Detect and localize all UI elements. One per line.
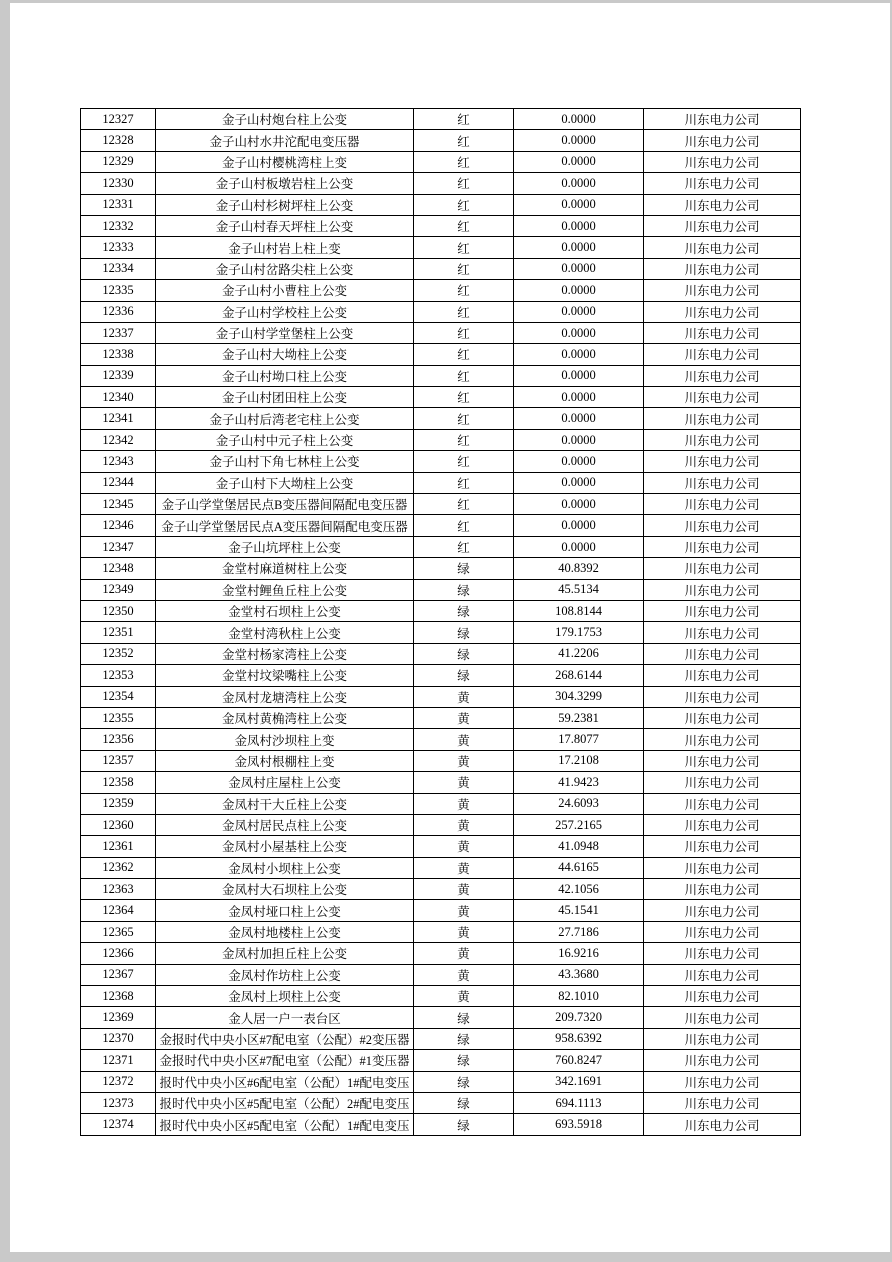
table-row (81, 429, 801, 450)
cell-name: 金凤村上坝柱上公变 (156, 986, 414, 1007)
cell-name: 金子山村板墩岩柱上公变 (156, 173, 414, 194)
cell-company: 川东电力公司 (644, 1114, 801, 1135)
cell-id: 12357 (81, 750, 156, 771)
cell-value: 45.5134 (514, 579, 644, 600)
cell-value: 17.8077 (514, 729, 644, 750)
cell-company: 川东电力公司 (644, 151, 801, 172)
cell-name: 金凤村庄屋柱上公变 (156, 772, 414, 793)
cell-status: 绿 (414, 622, 514, 643)
cell-name: 金报时代中央小区#7配电室（公配）#2变压器 (156, 1028, 414, 1049)
table-row (81, 280, 801, 301)
cell-name: 金子山村樱桃湾柱上变 (156, 151, 414, 172)
cell-value: 257.2165 (514, 814, 644, 835)
cell-company: 川东电力公司 (644, 322, 801, 343)
cell-status: 黄 (414, 986, 514, 1007)
cell-id: 12353 (81, 665, 156, 686)
table-row (81, 686, 801, 707)
cell-company: 川东电力公司 (644, 665, 801, 686)
table-row (81, 301, 801, 322)
cell-value: 0.0000 (514, 472, 644, 493)
cell-status: 黄 (414, 793, 514, 814)
cell-value: 0.0000 (514, 258, 644, 279)
cell-company: 川东电力公司 (644, 579, 801, 600)
cell-value: 27.7186 (514, 921, 644, 942)
table-row (81, 215, 801, 236)
table-row (81, 1114, 801, 1135)
cell-value: 41.2206 (514, 643, 644, 664)
cell-status: 红 (414, 301, 514, 322)
cell-id: 12361 (81, 836, 156, 857)
cell-value: 0.0000 (514, 408, 644, 429)
cell-id: 12342 (81, 429, 156, 450)
cell-status: 绿 (414, 558, 514, 579)
document-page (10, 3, 890, 1252)
cell-company: 川东电力公司 (644, 686, 801, 707)
cell-name: 金堂村石坝柱上公变 (156, 600, 414, 621)
cell-value: 958.6392 (514, 1028, 644, 1049)
cell-status: 红 (414, 109, 514, 130)
cell-name: 金堂村杨家湾柱上公变 (156, 643, 414, 664)
table-row (81, 1050, 801, 1071)
cell-id: 12359 (81, 793, 156, 814)
cell-name: 金堂村麻道树柱上公变 (156, 558, 414, 579)
cell-status: 黄 (414, 857, 514, 878)
cell-name: 金子山村岔路尖柱上公变 (156, 258, 414, 279)
cell-id: 12368 (81, 986, 156, 1007)
cell-status: 红 (414, 494, 514, 515)
cell-company: 川东电力公司 (644, 536, 801, 557)
cell-name: 金子山村杉树坪柱上公变 (156, 194, 414, 215)
cell-status: 黄 (414, 750, 514, 771)
cell-company: 川东电力公司 (644, 1071, 801, 1092)
table-row (81, 1007, 801, 1028)
cell-status: 黄 (414, 772, 514, 793)
cell-id: 12344 (81, 472, 156, 493)
cell-id: 12330 (81, 173, 156, 194)
cell-value: 0.0000 (514, 130, 644, 151)
cell-status: 绿 (414, 1007, 514, 1028)
table-row (81, 387, 801, 408)
cell-name: 金凤村加担丘柱上公变 (156, 943, 414, 964)
cell-status: 红 (414, 515, 514, 536)
cell-value: 0.0000 (514, 280, 644, 301)
cell-name: 金子山村岩上柱上变 (156, 237, 414, 258)
cell-status: 红 (414, 194, 514, 215)
cell-name: 金子山村学校柱上公变 (156, 301, 414, 322)
cell-id: 12331 (81, 194, 156, 215)
cell-name: 金凤村居民点柱上公变 (156, 814, 414, 835)
cell-status: 红 (414, 215, 514, 236)
table-row (81, 451, 801, 472)
table-row (81, 729, 801, 750)
cell-name: 金报时代中央小区#7配电室（公配）#1变压器 (156, 1050, 414, 1071)
cell-name: 金凤村小坝柱上公变 (156, 857, 414, 878)
cell-id: 12354 (81, 686, 156, 707)
table-row (81, 964, 801, 985)
cell-company: 川东电力公司 (644, 472, 801, 493)
cell-status: 黄 (414, 921, 514, 942)
cell-status: 红 (414, 237, 514, 258)
cell-name: 金堂村湾秋柱上公变 (156, 622, 414, 643)
cell-value: 694.1113 (514, 1092, 644, 1113)
table-row (81, 707, 801, 728)
cell-company: 川东电力公司 (644, 729, 801, 750)
cell-company: 川东电力公司 (644, 622, 801, 643)
table-row (81, 1028, 801, 1049)
table-row (81, 1092, 801, 1113)
cell-status: 红 (414, 258, 514, 279)
cell-id: 12338 (81, 344, 156, 365)
cell-value: 40.8392 (514, 558, 644, 579)
table-row (81, 109, 801, 130)
cell-id: 12329 (81, 151, 156, 172)
cell-name: 金堂村鲤鱼丘柱上公变 (156, 579, 414, 600)
cell-id: 12332 (81, 215, 156, 236)
cell-id: 12358 (81, 772, 156, 793)
cell-name: 金凤村垭口柱上公变 (156, 900, 414, 921)
cell-id: 12350 (81, 600, 156, 621)
table-row (81, 237, 801, 258)
cell-value: 179.1753 (514, 622, 644, 643)
cell-name: 金凤村大石坝柱上公变 (156, 879, 414, 900)
cell-id: 12360 (81, 814, 156, 835)
table-row (81, 772, 801, 793)
cell-value: 16.9216 (514, 943, 644, 964)
cell-value: 59.2381 (514, 707, 644, 728)
cell-status: 绿 (414, 643, 514, 664)
cell-id: 12340 (81, 387, 156, 408)
cell-company: 川东电力公司 (644, 365, 801, 386)
cell-status: 红 (414, 365, 514, 386)
cell-company: 川东电力公司 (644, 558, 801, 579)
cell-name: 金凤村地楼柱上公变 (156, 921, 414, 942)
table-row (81, 151, 801, 172)
cell-company: 川东电力公司 (644, 451, 801, 472)
cell-id: 12345 (81, 494, 156, 515)
cell-value: 0.0000 (514, 215, 644, 236)
cell-status: 黄 (414, 879, 514, 900)
table-row (81, 344, 801, 365)
cell-status: 红 (414, 151, 514, 172)
cell-status: 黄 (414, 729, 514, 750)
table-row (81, 194, 801, 215)
cell-company: 川东电力公司 (644, 1050, 801, 1071)
table-row (81, 1071, 801, 1092)
cell-company: 川东电力公司 (644, 986, 801, 1007)
cell-id: 12334 (81, 258, 156, 279)
cell-name: 金子山村小曹柱上公变 (156, 280, 414, 301)
cell-name: 金凤村作坊柱上公变 (156, 964, 414, 985)
cell-status: 黄 (414, 900, 514, 921)
cell-name: 金子山村学堂堡柱上公变 (156, 322, 414, 343)
cell-status: 红 (414, 322, 514, 343)
table-row (81, 536, 801, 557)
cell-id: 12348 (81, 558, 156, 579)
cell-status: 红 (414, 130, 514, 151)
cell-id: 12333 (81, 237, 156, 258)
cell-name: 金子山学堂堡居民点A变压器间隔配电变压器 (156, 515, 414, 536)
table-row (81, 879, 801, 900)
cell-name: 金子山村春天坪柱上公变 (156, 215, 414, 236)
transformer-table (80, 108, 801, 1136)
cell-status: 绿 (414, 1028, 514, 1049)
cell-status: 红 (414, 408, 514, 429)
cell-company: 川东电力公司 (644, 301, 801, 322)
cell-value: 43.3680 (514, 964, 644, 985)
cell-value: 304.3299 (514, 686, 644, 707)
cell-value: 42.1056 (514, 879, 644, 900)
cell-company: 川东电力公司 (644, 793, 801, 814)
cell-value: 0.0000 (514, 536, 644, 557)
table-row (81, 921, 801, 942)
cell-value: 0.0000 (514, 515, 644, 536)
cell-company: 川东电力公司 (644, 1028, 801, 1049)
cell-value: 17.2108 (514, 750, 644, 771)
table-row (81, 365, 801, 386)
cell-status: 绿 (414, 1114, 514, 1135)
cell-value: 0.0000 (514, 194, 644, 215)
cell-id: 12365 (81, 921, 156, 942)
cell-value: 44.6165 (514, 857, 644, 878)
cell-id: 12337 (81, 322, 156, 343)
cell-name: 金堂村坟梁嘴柱上公变 (156, 665, 414, 686)
cell-name: 金凤村黄桷湾柱上公变 (156, 707, 414, 728)
cell-company: 川东电力公司 (644, 194, 801, 215)
cell-company: 川东电力公司 (644, 429, 801, 450)
cell-value: 0.0000 (514, 494, 644, 515)
cell-company: 川东电力公司 (644, 387, 801, 408)
cell-status: 绿 (414, 1092, 514, 1113)
cell-name: 金子山村后湾老宅柱上公变 (156, 408, 414, 429)
cell-company: 川东电力公司 (644, 130, 801, 151)
cell-company: 川东电力公司 (644, 943, 801, 964)
cell-status: 绿 (414, 600, 514, 621)
cell-name: 报时代中央小区#6配电室（公配）1#配电变压 (156, 1071, 414, 1092)
cell-id: 12369 (81, 1007, 156, 1028)
cell-name: 金子山村下大坳柱上公变 (156, 472, 414, 493)
cell-name: 金子山村水井沱配电变压器 (156, 130, 414, 151)
table-row (81, 622, 801, 643)
cell-status: 黄 (414, 943, 514, 964)
cell-value: 268.6144 (514, 665, 644, 686)
table-row (81, 322, 801, 343)
cell-company: 川东电力公司 (644, 494, 801, 515)
table-row (81, 836, 801, 857)
cell-value: 0.0000 (514, 109, 644, 130)
cell-status: 绿 (414, 1071, 514, 1092)
cell-value: 0.0000 (514, 429, 644, 450)
table-row (81, 515, 801, 536)
table-row (81, 173, 801, 194)
cell-company: 川东电力公司 (644, 173, 801, 194)
table-row (81, 857, 801, 878)
cell-status: 绿 (414, 1050, 514, 1071)
cell-company: 川东电力公司 (644, 900, 801, 921)
cell-company: 川东电力公司 (644, 1092, 801, 1113)
cell-name: 金子山村下角七林柱上公变 (156, 451, 414, 472)
cell-id: 12352 (81, 643, 156, 664)
cell-name: 金人居一户一表台区 (156, 1007, 414, 1028)
cell-company: 川东电力公司 (644, 258, 801, 279)
cell-id: 12370 (81, 1028, 156, 1049)
cell-name: 报时代中央小区#5配电室（公配）2#配电变压 (156, 1092, 414, 1113)
cell-id: 12351 (81, 622, 156, 643)
cell-id: 12373 (81, 1092, 156, 1113)
cell-value: 342.1691 (514, 1071, 644, 1092)
cell-id: 12366 (81, 943, 156, 964)
cell-status: 红 (414, 173, 514, 194)
cell-status: 绿 (414, 579, 514, 600)
cell-name: 报时代中央小区#5配电室（公配）1#配电变压 (156, 1114, 414, 1135)
cell-company: 川东电力公司 (644, 964, 801, 985)
cell-name: 金凤村小屋基柱上公变 (156, 836, 414, 857)
cell-status: 黄 (414, 964, 514, 985)
cell-name: 金子山学堂堡居民点B变压器间隔配电变压器 (156, 494, 414, 515)
cell-company: 川东电力公司 (644, 237, 801, 258)
cell-company: 川东电力公司 (644, 772, 801, 793)
cell-value: 0.0000 (514, 237, 644, 258)
cell-company: 川东电力公司 (644, 879, 801, 900)
table-row (81, 130, 801, 151)
cell-id: 12335 (81, 280, 156, 301)
cell-value: 0.0000 (514, 344, 644, 365)
cell-id: 12363 (81, 879, 156, 900)
cell-value: 0.0000 (514, 451, 644, 472)
cell-status: 黄 (414, 814, 514, 835)
table-row (81, 408, 801, 429)
cell-id: 12364 (81, 900, 156, 921)
table-row (81, 643, 801, 664)
cell-status: 红 (414, 387, 514, 408)
cell-company: 川东电力公司 (644, 921, 801, 942)
cell-name: 金凤村干大丘柱上公变 (156, 793, 414, 814)
table-row (81, 472, 801, 493)
table-row (81, 579, 801, 600)
cell-company: 川东电力公司 (644, 280, 801, 301)
cell-company: 川东电力公司 (644, 814, 801, 835)
cell-name: 金凤村根棚柱上变 (156, 750, 414, 771)
cell-value: 0.0000 (514, 173, 644, 194)
table-row (81, 494, 801, 515)
table-row (81, 750, 801, 771)
cell-name: 金子山坑坪柱上公变 (156, 536, 414, 557)
cell-id: 12356 (81, 729, 156, 750)
cell-value: 209.7320 (514, 1007, 644, 1028)
cell-value: 0.0000 (514, 301, 644, 322)
cell-status: 红 (414, 429, 514, 450)
cell-value: 108.8144 (514, 600, 644, 621)
table-row (81, 600, 801, 621)
cell-status: 红 (414, 536, 514, 557)
cell-name: 金凤村沙坝柱上变 (156, 729, 414, 750)
cell-id: 12349 (81, 579, 156, 600)
cell-company: 川东电力公司 (644, 857, 801, 878)
cell-company: 川东电力公司 (644, 344, 801, 365)
cell-id: 12371 (81, 1050, 156, 1071)
cell-company: 川东电力公司 (644, 643, 801, 664)
table-row (81, 943, 801, 964)
cell-id: 12341 (81, 408, 156, 429)
cell-status: 黄 (414, 707, 514, 728)
cell-id: 12347 (81, 536, 156, 557)
table-row (81, 900, 801, 921)
cell-name: 金子山村炮台柱上公变 (156, 109, 414, 130)
cell-company: 川东电力公司 (644, 750, 801, 771)
cell-id: 12355 (81, 707, 156, 728)
cell-status: 红 (414, 451, 514, 472)
cell-value: 693.5918 (514, 1114, 644, 1135)
table-row (81, 258, 801, 279)
cell-name: 金子山村中元子柱上公变 (156, 429, 414, 450)
cell-id: 12343 (81, 451, 156, 472)
cell-status: 红 (414, 344, 514, 365)
cell-id: 12336 (81, 301, 156, 322)
cell-company: 川东电力公司 (644, 515, 801, 536)
cell-status: 红 (414, 280, 514, 301)
cell-value: 0.0000 (514, 151, 644, 172)
cell-id: 12328 (81, 130, 156, 151)
table-row (81, 558, 801, 579)
table-body (81, 109, 801, 1136)
cell-value: 24.6093 (514, 793, 644, 814)
cell-id: 12339 (81, 365, 156, 386)
cell-name: 金子山村团田柱上公变 (156, 387, 414, 408)
cell-status: 黄 (414, 686, 514, 707)
cell-value: 82.1010 (514, 986, 644, 1007)
cell-status: 红 (414, 472, 514, 493)
cell-company: 川东电力公司 (644, 707, 801, 728)
cell-company: 川东电力公司 (644, 109, 801, 130)
table-row (81, 793, 801, 814)
cell-value: 45.1541 (514, 900, 644, 921)
cell-value: 0.0000 (514, 365, 644, 386)
cell-id: 12327 (81, 109, 156, 130)
table-row (81, 665, 801, 686)
cell-value: 41.9423 (514, 772, 644, 793)
cell-value: 760.8247 (514, 1050, 644, 1071)
cell-status: 绿 (414, 665, 514, 686)
cell-name: 金子山村坳口柱上公变 (156, 365, 414, 386)
cell-company: 川东电力公司 (644, 1007, 801, 1028)
cell-id: 12346 (81, 515, 156, 536)
cell-company: 川东电力公司 (644, 215, 801, 236)
cell-status: 黄 (414, 836, 514, 857)
cell-company: 川东电力公司 (644, 836, 801, 857)
table-row (81, 814, 801, 835)
cell-id: 12367 (81, 964, 156, 985)
cell-value: 0.0000 (514, 322, 644, 343)
cell-name: 金凤村龙塘湾柱上公变 (156, 686, 414, 707)
cell-company: 川东电力公司 (644, 600, 801, 621)
cell-id: 12372 (81, 1071, 156, 1092)
cell-name: 金子山村大坳柱上公变 (156, 344, 414, 365)
cell-company: 川东电力公司 (644, 408, 801, 429)
table-row (81, 986, 801, 1007)
cell-id: 12374 (81, 1114, 156, 1135)
cell-value: 41.0948 (514, 836, 644, 857)
cell-value: 0.0000 (514, 387, 644, 408)
cell-id: 12362 (81, 857, 156, 878)
